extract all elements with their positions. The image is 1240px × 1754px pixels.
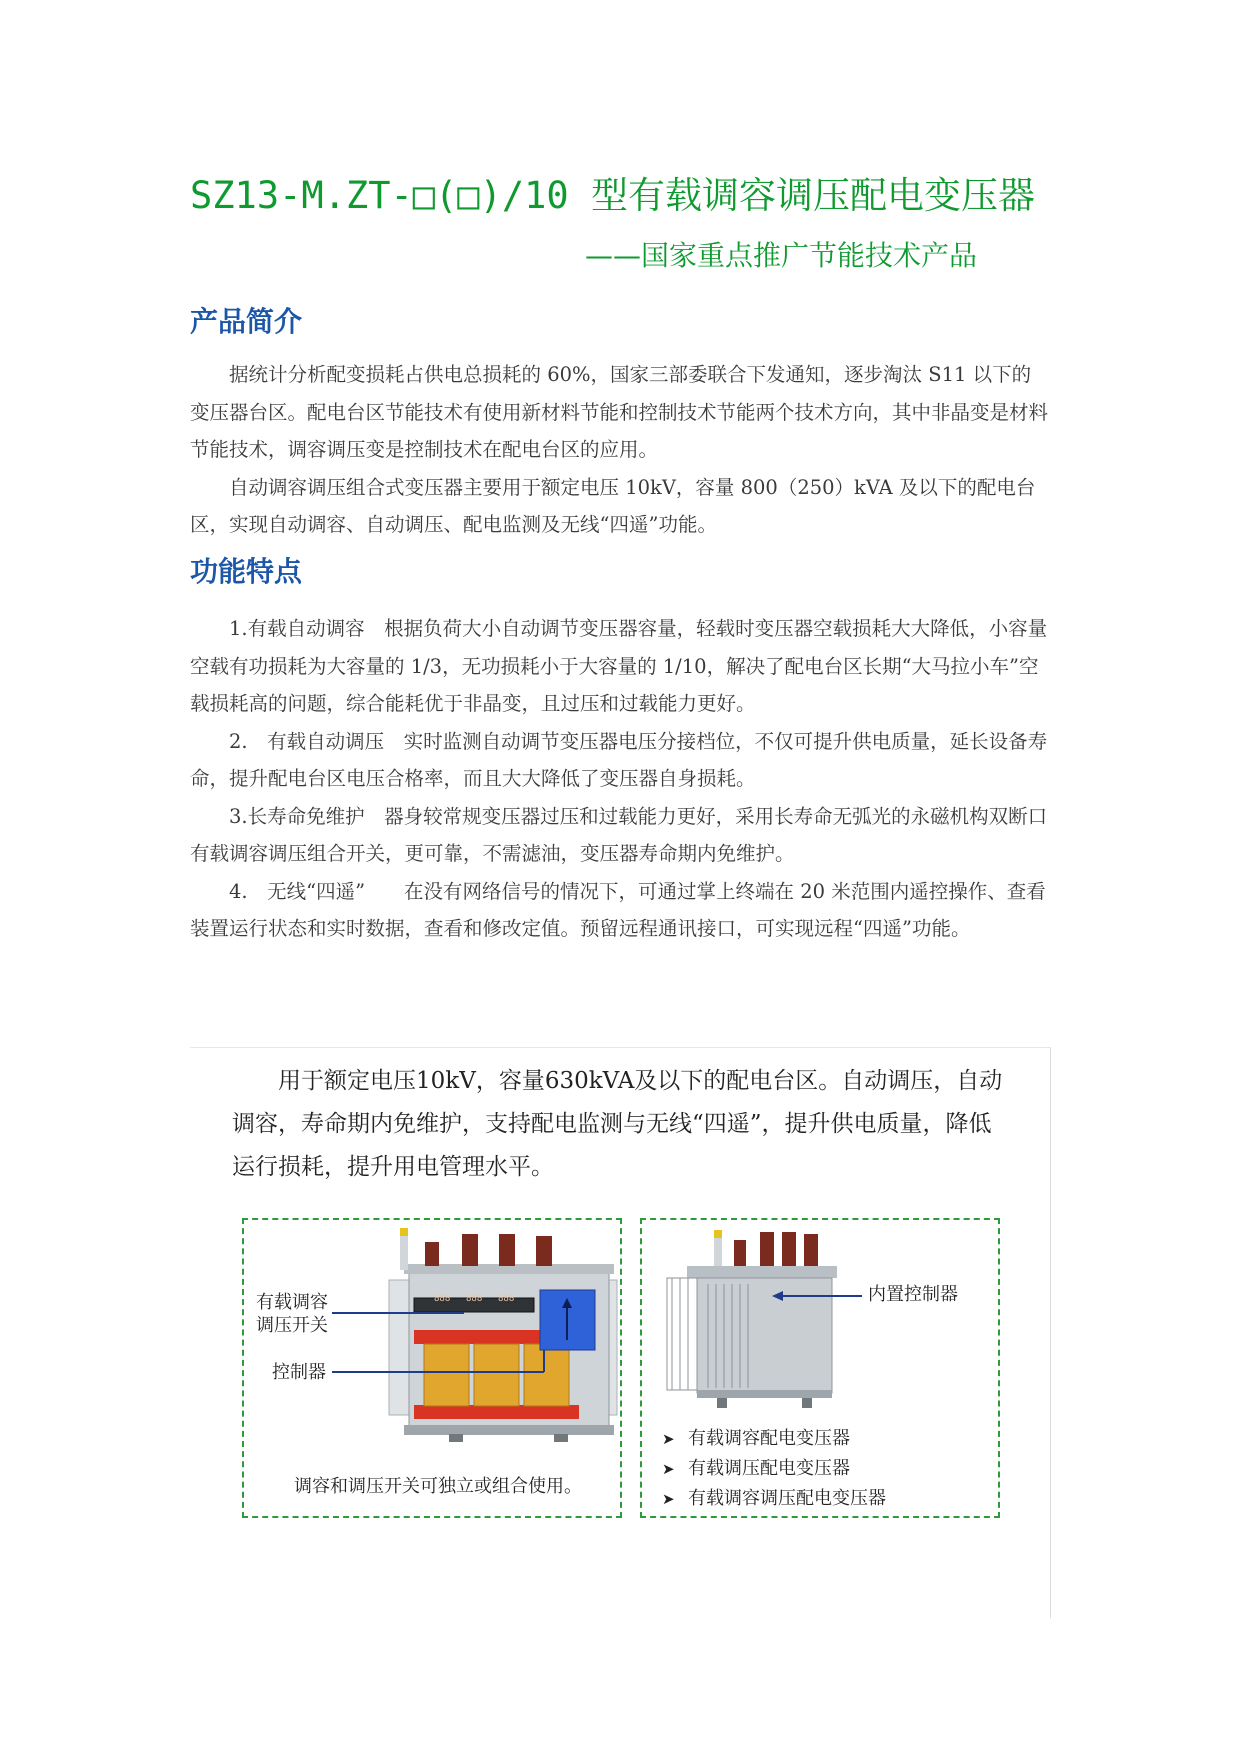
external-view-panel <box>640 1218 1000 1518</box>
display-readout-1: 888 <box>434 1294 451 1304</box>
document-subtitle: ——国家重点推广节能技术产品 <box>585 239 978 272</box>
internal-view-panel <box>242 1218 622 1518</box>
product-type-list <box>662 1424 886 1514</box>
intro-paragraph-1: 据统计分析配变损耗占供电总损耗的 60%，国家三部委联合下发通知，逐步淘汰 S11 以下的变压器台区。配电台区节能技术有使用新材料节能和控制技术节能两个技术方向，其中非晶变是材料节能技术，调容调压变是控制技术在配电台区的应用。 <box>190 363 1049 461</box>
list-item: ➤ 有载调容配电变压器 <box>662 1424 886 1454</box>
left-panel-caption: 调容和调压开关可独立或组合使用。 <box>294 1476 582 1497</box>
display-readout-3: 888 <box>498 1294 515 1304</box>
features-body <box>190 610 1050 948</box>
list-item: ➤ 有载调容调压配电变压器 <box>662 1484 886 1514</box>
info-intro-text: 用于额定电压10kV，容量630kVA及以下的配电台区。自动调压，自动调容，寿命期内免维护，支持配电监测与无线“四遥”，提升供电质量，降低运行损耗，提升用电管理水平。 <box>232 1068 1003 1180</box>
features-heading: 功能特点 <box>190 555 303 588</box>
display-readout-2: 888 <box>466 1294 483 1304</box>
feature-paragraph-2: 2. 有载自动调压 实时监测自动调节变压器电压分接档位，不仅可提升供电质量，延长设备寿命，提升配电台区电压合格率，而且大大降低了变压器自身损耗。 <box>190 729 1048 790</box>
feature-paragraph-1: 1.有载自动调容 根据负荷大小自动调节变压器容量，轻载时变压器空载损耗大大降低，小容量空载有功损耗为大容量的 1/3，无功损耗小于大容量的 1/10，解决了配电台区长期“大马拉小车”空载损耗高的问题，综合能耗优于非晶变，且过压和过载能力更好。 <box>190 617 1048 715</box>
product-info-box <box>190 1047 1051 1618</box>
label-switch-line-2: 调压开关 <box>256 1315 328 1336</box>
arrowhead-bullet-icon: ➤ <box>662 1490 675 1508</box>
arrowhead-bullet-icon: ➤ <box>662 1460 675 1478</box>
document-title: SZ13-M.ZT-□(□)/10 型有载调容调压配电变压器 <box>190 174 1035 217</box>
intro-heading: 产品简介 <box>190 305 303 338</box>
label-switch-line-1: 有载调容 <box>256 1292 328 1313</box>
intro-paragraph-2: 自动调容调压组合式变压器主要用于额定电压 10kV，容量 800（250）kVA 及以下的配电台区，实现自动调容、自动调压、配电监测及无线“四遥”功能。 <box>190 475 1036 536</box>
list-item: ➤ 有载调压配电变压器 <box>662 1454 886 1484</box>
label-controller: 控制器 <box>272 1362 326 1383</box>
feature-paragraph-3: 3.长寿命免维护 器身较常规变压器过压和过载能力更好，采用长寿命无弧光的永磁机构双断口有载调容调压组合开关，更可靠，不需滤油，变压器寿命期内免维护。 <box>190 804 1048 865</box>
feature-paragraph-4: 4. 无线“四遥” 在没有网络信号的情况下，可通过掌上终端在 20 米范围内遥控操作、查看装置运行状态和实时数据，查看和修改定值。预留远程通讯接口，可实现远程“四遥”功能。 <box>190 879 1046 940</box>
label-builtin-controller: 内置控制器 <box>868 1284 958 1305</box>
intro-body <box>190 356 1050 544</box>
arrowhead-bullet-icon: ➤ <box>662 1430 675 1448</box>
